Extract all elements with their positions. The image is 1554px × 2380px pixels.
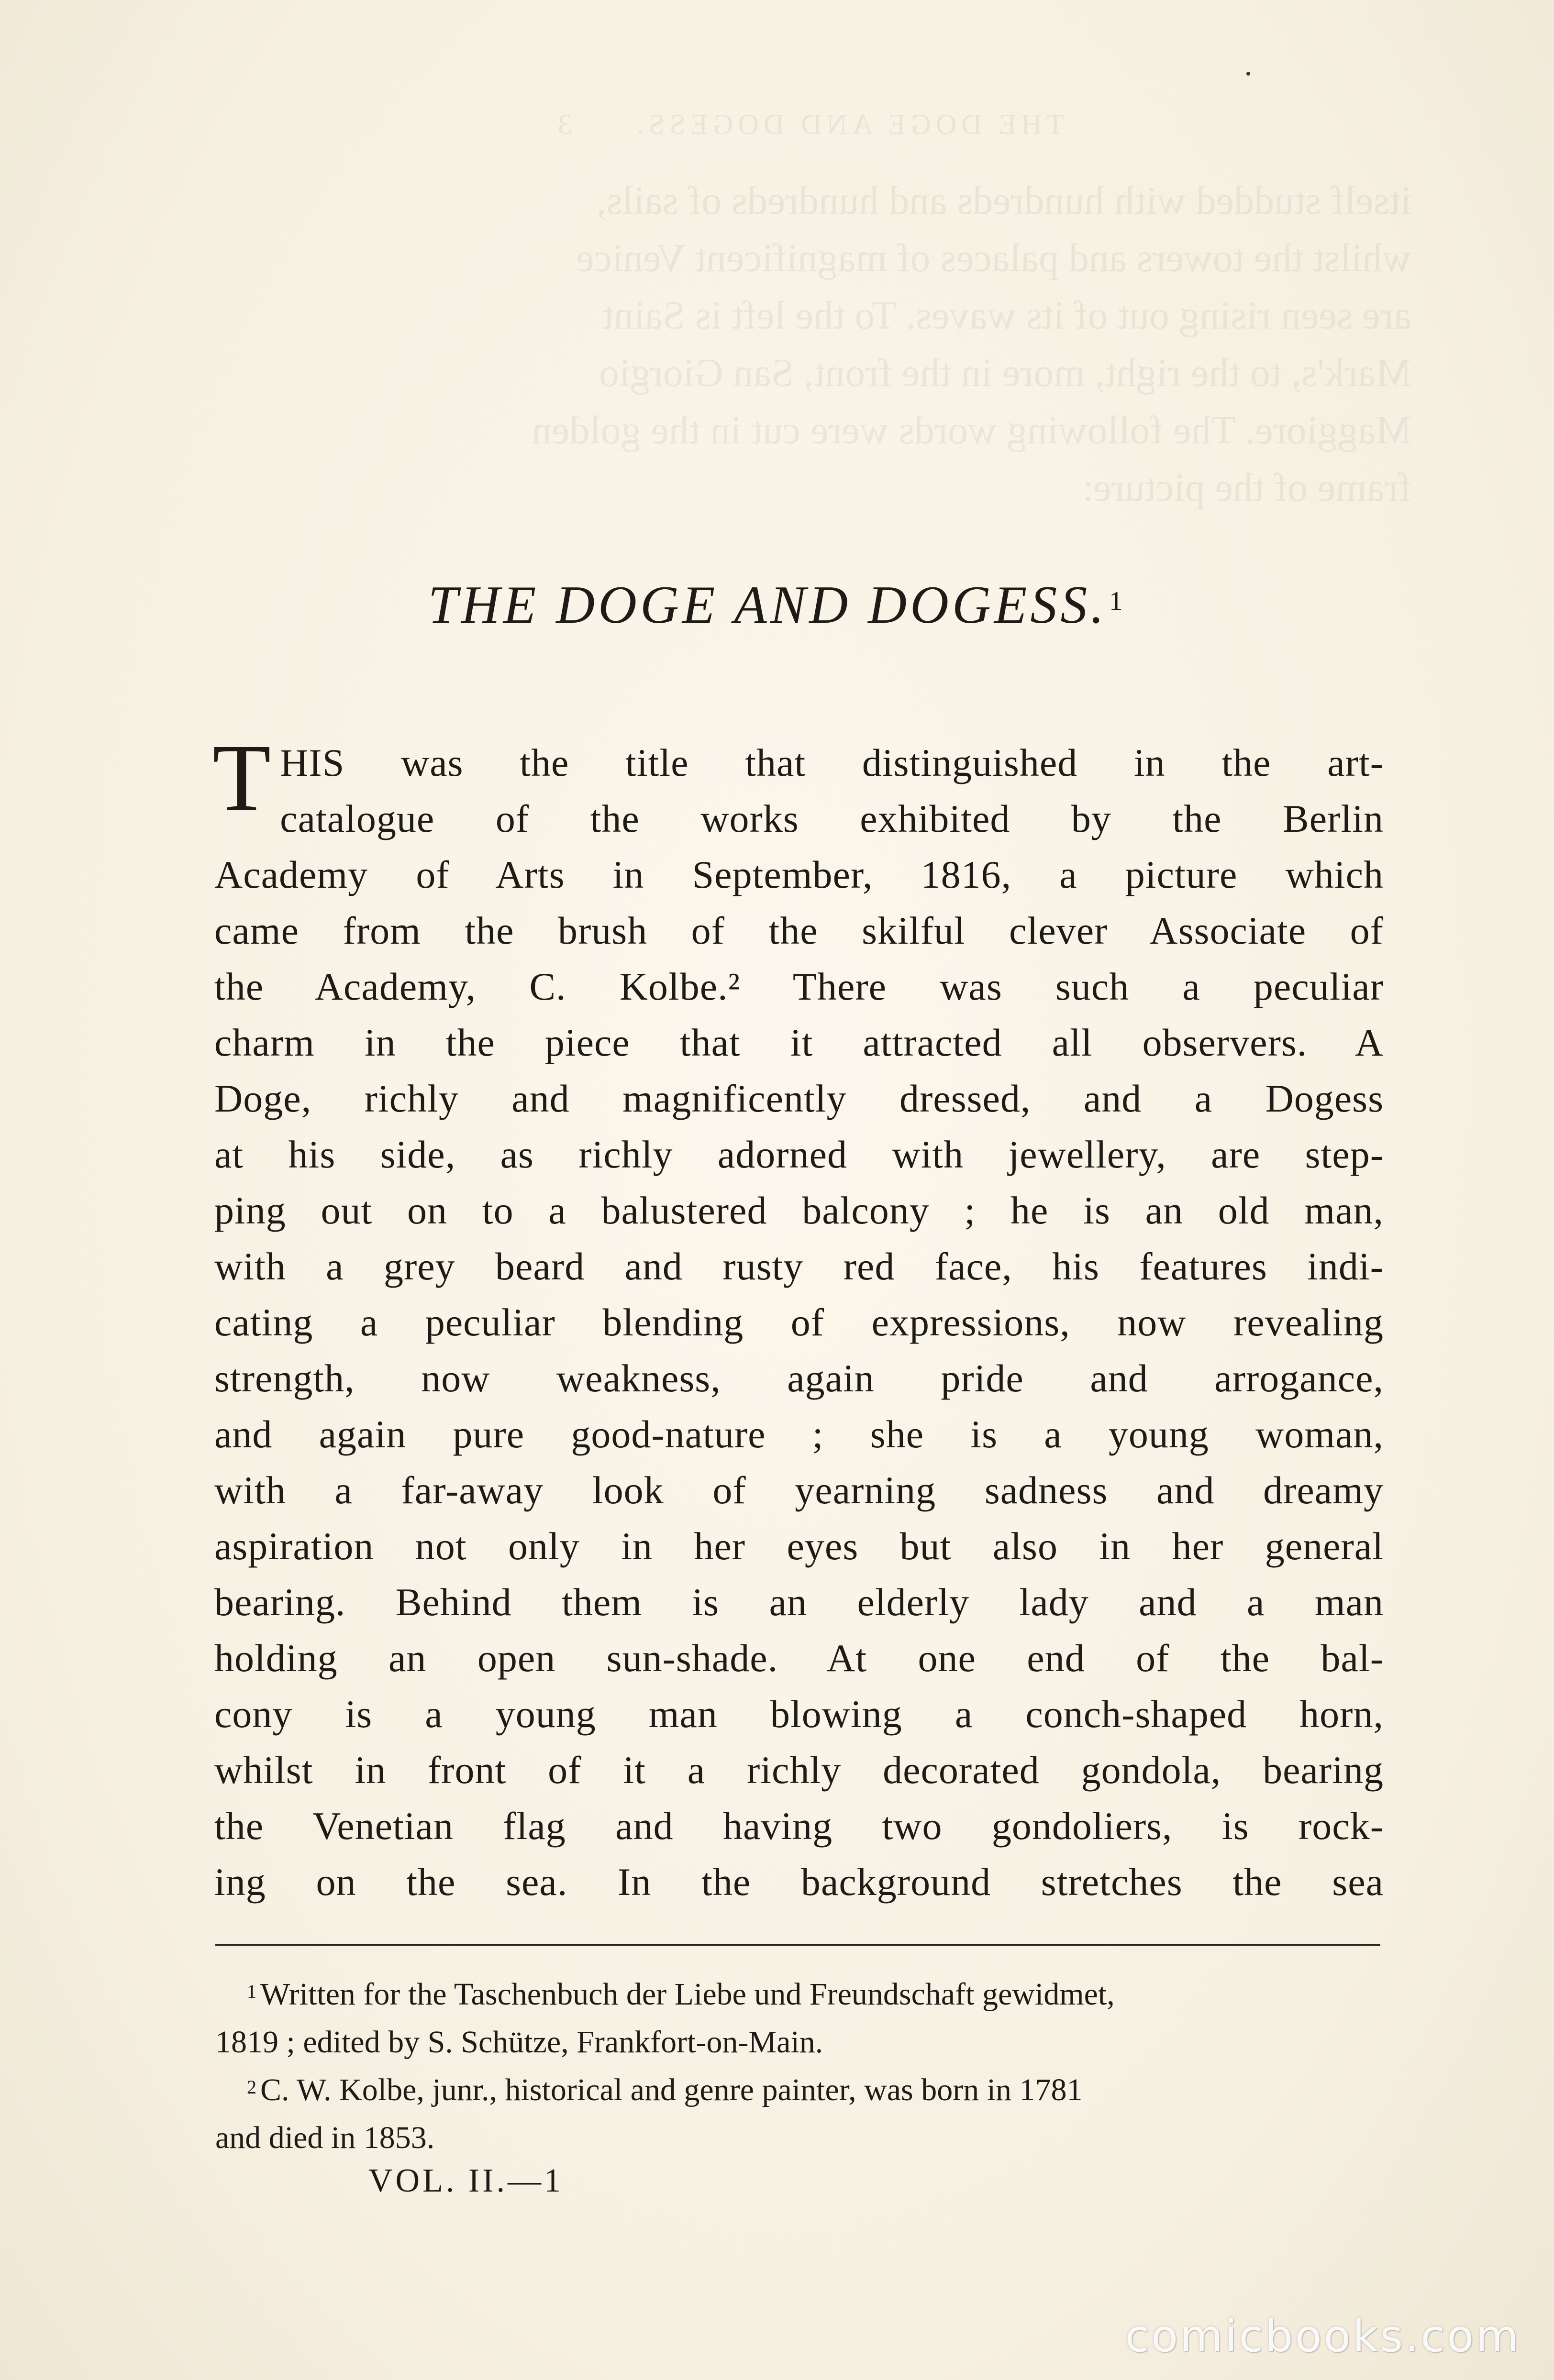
- footnote-marker: 2: [247, 2076, 256, 2098]
- body-line: with a grey beard and rusty red face, his features indi-: [214, 1245, 1384, 1288]
- footnote-line: and died in 1853.: [215, 2120, 435, 2155]
- body-line: holding an open sun-shade. At one end of the bal-: [214, 1636, 1384, 1680]
- footnote-1: [215, 1971, 1383, 2018]
- body-line: Academy of Arts in September, 1816, a picture which: [214, 853, 1384, 896]
- body-line: ping out on to a balustered balcony ; he is an old man,: [214, 1189, 1384, 1232]
- bleed-page-number: 3: [553, 109, 572, 140]
- bleed-line: frame of the picture:: [1082, 465, 1411, 510]
- footnote-2: [215, 2066, 1383, 2114]
- bleed-line: Maggiore. The following words were cut in the golden: [531, 408, 1411, 452]
- body-line: the Academy, C. Kolbe.² There was such a peculiar: [214, 965, 1384, 1008]
- body-line: cating a peculiar blending of expressions, now revealing: [214, 1300, 1384, 1344]
- body-line: ing on the sea. In the background stretches the sea: [214, 1860, 1384, 1904]
- body-line: the Venetian flag and having two gondoliers, is rock-: [214, 1804, 1384, 1848]
- title-footnote-marker: 1: [1109, 586, 1126, 616]
- body-line: bearing. Behind them is an elderly lady and a man: [214, 1580, 1384, 1624]
- footnote-marker: 1: [247, 1981, 256, 2002]
- chapter-title-text: THE DOGE AND DOGESS.: [428, 575, 1108, 635]
- body-line: strength, now weakness, again pride and arrogance,: [214, 1356, 1384, 1400]
- body-line: HIS was the title that distinguished in the art-: [280, 741, 1384, 784]
- bleed-line: itself studded with hundreds and hundreds of sails,: [596, 178, 1411, 223]
- volume-signature: VOL. II.—1: [368, 2162, 564, 2199]
- body-line: whilst in front of it a richly decorated gondola, bearing: [214, 1748, 1384, 1792]
- footnote-divider: [215, 1944, 1380, 1946]
- bleed-line: Mark's, to the right, more in the front, San Giorgio: [599, 351, 1411, 395]
- bleed-line: whilst the towers and palaces of magnificent Venice: [576, 236, 1411, 280]
- body-line: with a far-away look of yearning sadness and dreamy: [214, 1468, 1384, 1512]
- bleed-line: are seen rising out of its waves. To the left is Saint: [602, 293, 1411, 338]
- body-line: charm in the piece that it attracted all observers. A: [214, 1021, 1384, 1064]
- body-line: cony is a young man blowing a conch-shaped horn,: [214, 1692, 1384, 1736]
- drop-cap: T: [212, 725, 272, 831]
- bleed-running-head: THE DOGE AND DOGESS.: [632, 109, 1065, 140]
- body-line: Doge, richly and magnificently dressed, and a Dogess: [214, 1077, 1384, 1120]
- footnote-line: Written for the Taschenbuch der Liebe und Freundschaft gewidmet,: [260, 1977, 1115, 2012]
- body-line: at his side, as richly adorned with jewellery, are step-: [214, 1133, 1384, 1176]
- footnotes: [215, 1971, 1383, 2162]
- body-line: came from the brush of the skilful clever Associate of: [214, 909, 1384, 952]
- chapter-title: [0, 572, 1554, 639]
- body-line: catalogue of the works exhibited by the Berlin: [280, 797, 1384, 840]
- paper-speck: [1246, 72, 1250, 76]
- body-line: and again pure good-nature ; she is a young woman,: [214, 1412, 1384, 1456]
- footnote-line: C. W. Kolbe, junr., historical and genre painter, was born in 1781: [260, 2072, 1083, 2107]
- body-line: aspiration not only in her eyes but also in her general: [214, 1524, 1384, 1568]
- reverse-page-bleed-through: [206, 96, 1411, 517]
- footnote-line: 1819 ; edited by S. Schütze, Frankfort-on-Main.: [215, 2025, 823, 2060]
- body-text: [212, 725, 1384, 1910]
- site-watermark: comicbooks.com: [1125, 2311, 1521, 2362]
